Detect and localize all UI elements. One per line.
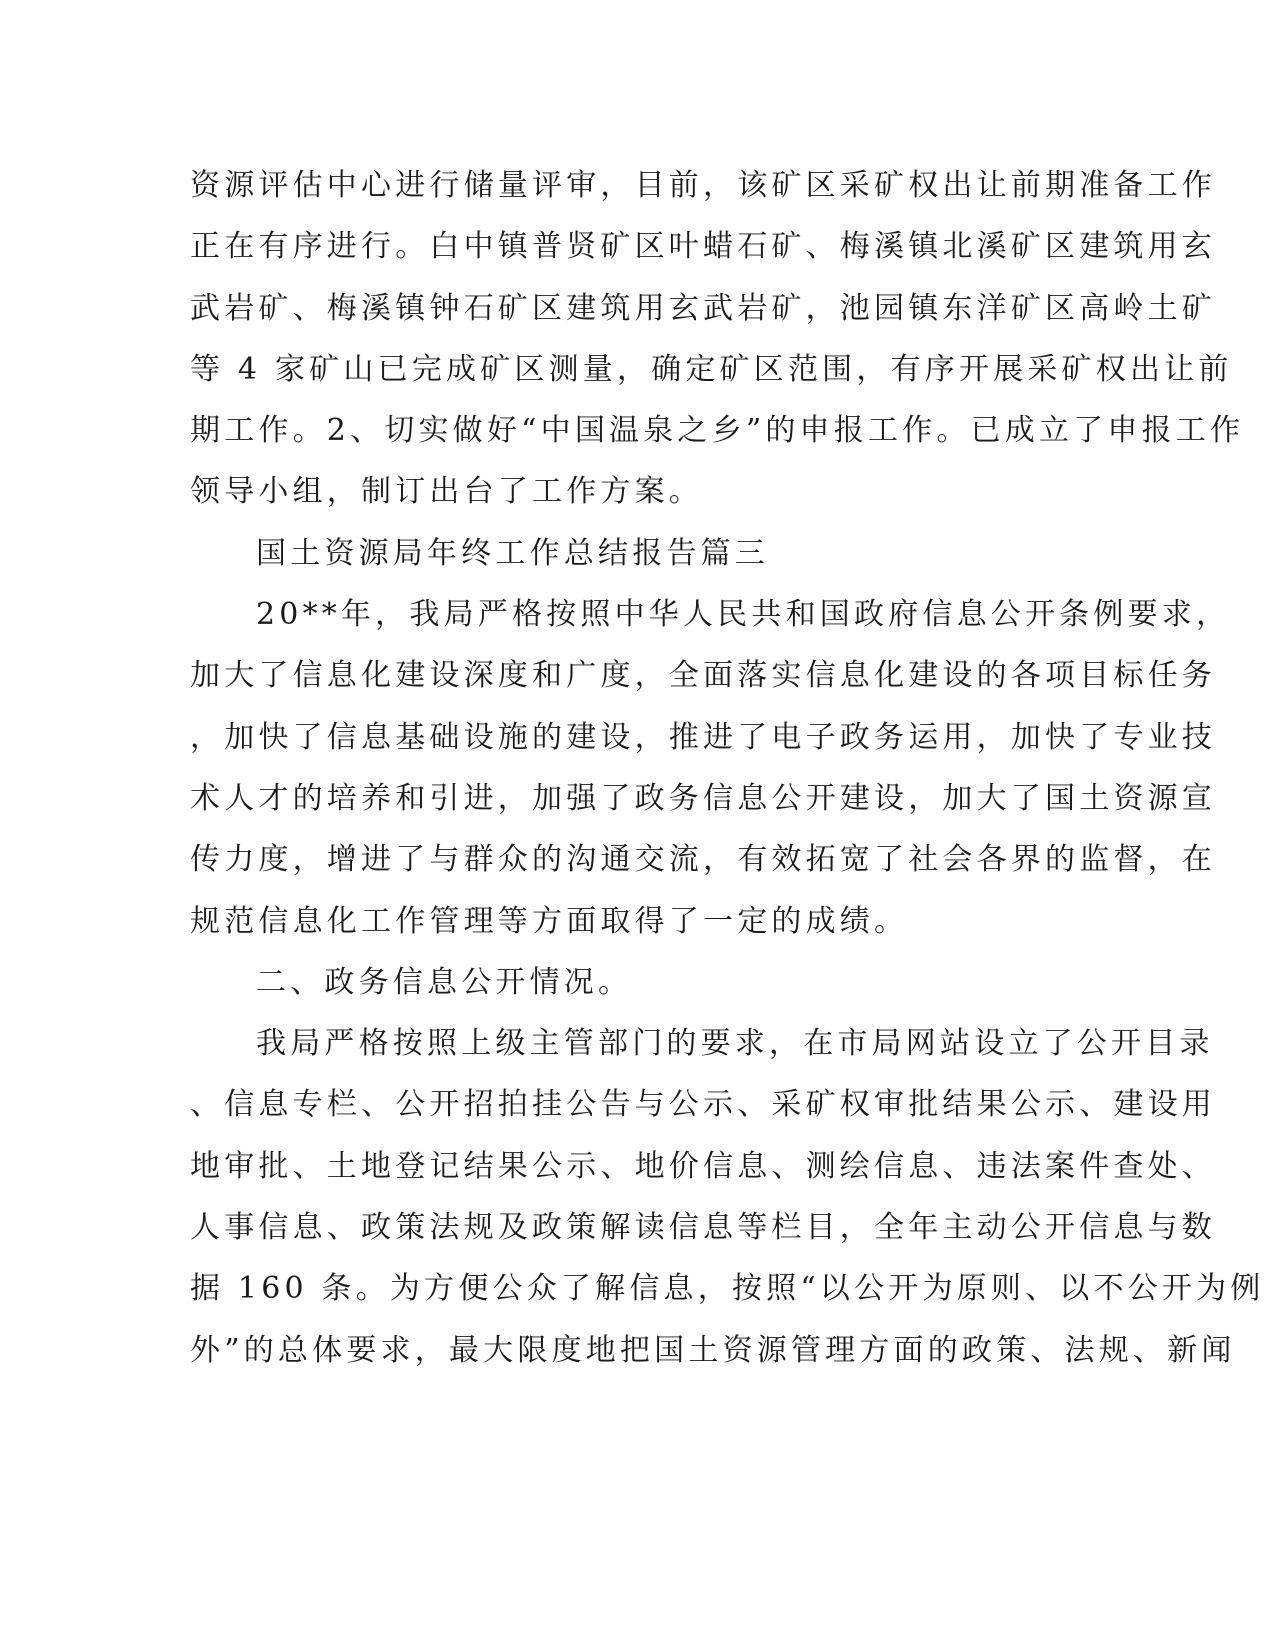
text-line: 传力度，增进了与群众的沟通交流，有效拓宽了社会各界的监督，在 [190, 842, 1216, 878]
text-line: 加大了信息化建设深度和广度，全面落实信息化建设的各项目标任务 [190, 658, 1216, 694]
text-line: 资源评估中心进行储量评审，目前，该矿区采矿权出让前期准备工作 [190, 168, 1216, 203]
text-line: 正在有序进行。白中镇普贤矿区叶蜡石矿、梅溪镇北溪矿区建筑用玄 [190, 229, 1216, 265]
document-body [190, 155, 1265, 1381]
subsection-heading: 二、政务信息公开情况。 [256, 964, 633, 1000]
section-heading: 国土资源局年终工作总结报告篇三 [256, 535, 769, 571]
text-line: 人事信息、政策法规及政策解读信息等栏目，全年主动公开信息与数 [190, 1210, 1216, 1246]
text-line: 术人才的培养和引进，加强了政务信息公开建设，加大了国土资源宣 [190, 780, 1216, 816]
text-line: 我局严格按照上级主管部门的要求，在市局网站设立了公开目录 [256, 1026, 1214, 1062]
text-line: 、信息专栏、公开招拍挂公告与公示、采矿权审批结果公示、建设用 [190, 1087, 1216, 1123]
text-line: ，加快了信息基础设施的建设，推进了电子政务运用，加快了专业技 [190, 719, 1216, 755]
text-line: 规范信息化工作管理等方面取得了一定的成绩。 [190, 903, 909, 939]
text-line: 期工作。2、切实做好“中国温泉之乡”的申报工作。已成立了申报工作 [190, 413, 1245, 449]
text-line: 20**年，我局严格按照中华人民共和国政府信息公开条例要求， [256, 597, 1231, 633]
text-line: 领导小组，制订出台了工作方案。 [190, 474, 703, 510]
text-line: 地审批、土地登记结果公示、地价信息、测绘信息、违法案件查处、 [190, 1148, 1216, 1184]
text-line: 等 4 家矿山已完成矿区测量，确定矿区范围，有序开展采矿权出让前 [190, 351, 1233, 387]
text-line: 武岩矿、梅溪镇钟石矿区建筑用玄武岩矿，池园镇东洋矿区高岭土矿 [190, 290, 1216, 326]
text-line: 据 160 条。为方便公众了解信息，按照“以公开为原则、以不公开为例 [190, 1271, 1265, 1307]
text-line: 外”的总体要求，最大限度地把国土资源管理方面的政策、法规、新闻 [190, 1332, 1236, 1368]
